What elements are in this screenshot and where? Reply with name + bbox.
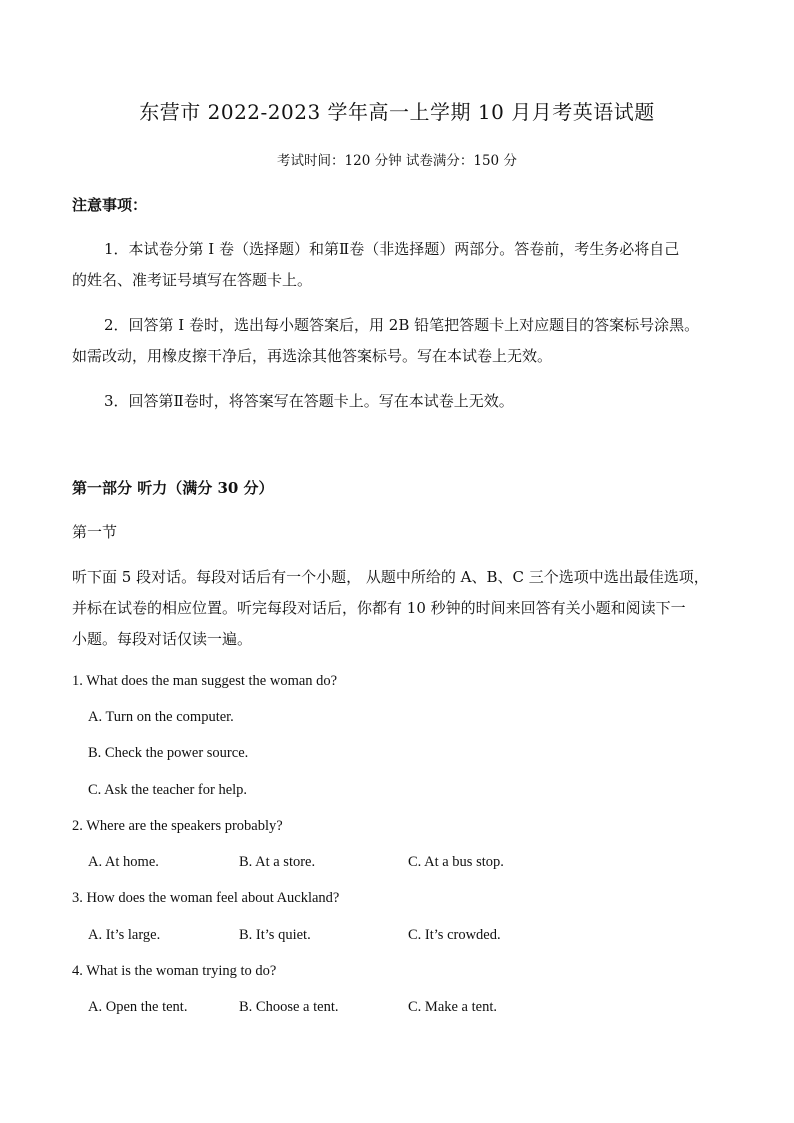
question-2-option-a: A. At home. bbox=[88, 854, 159, 870]
question-3-option-a: A. It’s large. bbox=[88, 927, 161, 943]
question-3-stem: 3. How does the woman feel about Auckland? bbox=[72, 890, 340, 906]
question-1-stem: 1. What does the man suggest the woman do? bbox=[72, 673, 338, 689]
question-4-option-c: C. Make a tent. bbox=[408, 999, 497, 1015]
question-2-option-b: B. At a store. bbox=[239, 854, 316, 870]
question-2-option-c: C. At a bus stop. bbox=[408, 854, 504, 870]
notice-item-3-line-1: 3．回答第Ⅱ卷时，将答案写在答题卡上。写在本试卷上无效。 bbox=[104, 392, 514, 410]
part1-heading: 第一部分 听力（满分 30 分） bbox=[72, 479, 274, 497]
question-4-option-a: A. Open the tent. bbox=[88, 999, 188, 1015]
notice-item-2-line-1: 2．回答第 I 卷时，选出每小题答案后，用 2B 铅笔把答题卡上对应题目的答案标号涂黑。 bbox=[104, 316, 700, 334]
notice-item-1-line-2: 的姓名、准考证号填写在答题卡上。 bbox=[72, 271, 313, 289]
notice-item-2-line-2: 如需改动，用橡皮擦干净后，再选涂其他答案标号。写在本试卷上无效。 bbox=[72, 347, 553, 365]
question-4-option-b: B. Choose a tent. bbox=[239, 999, 339, 1015]
question-1-option-b: B. Check the power source. bbox=[88, 745, 249, 761]
question-1-option-a: A. Turn on the computer. bbox=[88, 709, 234, 725]
instruction-line-1: 听下面 5 段对话。每段对话后有一个小题， 从题中所给的 A、B、C 三个选项中选出最佳选项， bbox=[72, 568, 709, 586]
question-3-option-c: C. It’s crowded. bbox=[408, 927, 501, 943]
question-4-stem: 4. What is the woman trying to do? bbox=[72, 963, 277, 979]
question-2-stem: 2. Where are the speakers probably? bbox=[72, 818, 283, 834]
page-title: 东营市 2022-2023 学年高一上学期 10 月月考英语试题 bbox=[139, 100, 655, 124]
question-1-option-c: C. Ask the teacher for help. bbox=[88, 782, 248, 798]
notice-item-1-line-1: 1．本试卷分第 I 卷（选择题）和第Ⅱ卷（非选择题）两部分。答卷前，考生务必将自己 bbox=[104, 240, 680, 258]
question-3-option-b: B. It’s quiet. bbox=[239, 927, 311, 943]
instruction-line-3: 小题。每段对话仅读一遍。 bbox=[72, 630, 253, 648]
instruction-line-2: 并标在试卷的相应位置。听完每段对话后，你都有 10 秒钟的时间来回答有关小题和阅读下一 bbox=[72, 599, 686, 617]
section-heading: 第一节 bbox=[72, 523, 118, 541]
exam-info: 考试时间：120 分钟 试卷满分：150 分 bbox=[277, 153, 517, 169]
notice-heading: 注意事项： bbox=[72, 196, 148, 214]
